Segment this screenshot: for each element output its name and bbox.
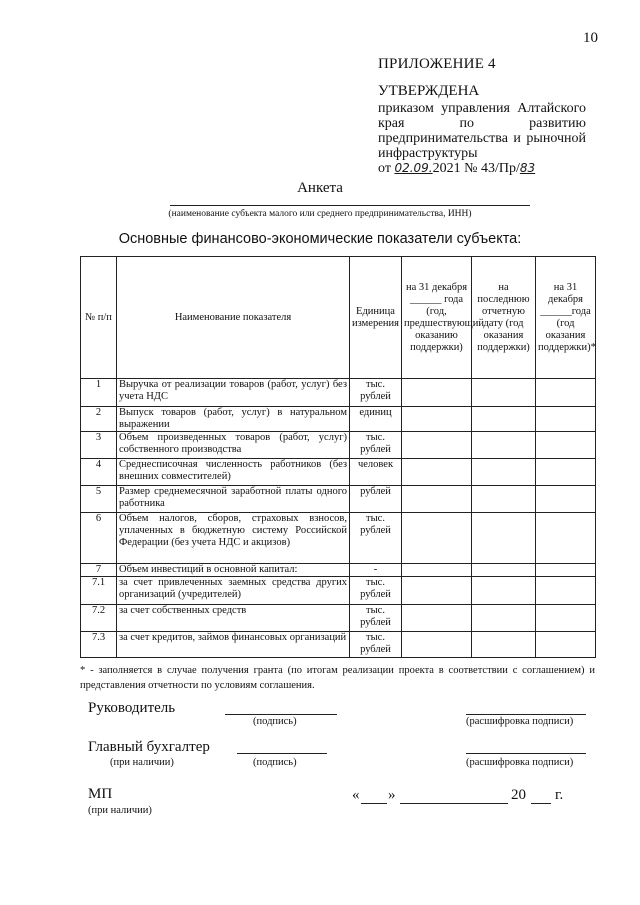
row-num: 3: [81, 432, 117, 459]
table-row: [81, 486, 596, 513]
row-unit: тыс. рублей: [350, 432, 402, 459]
value-cell[interactable]: [536, 379, 596, 407]
table-row: [81, 379, 596, 407]
value-cell[interactable]: [472, 459, 536, 486]
row-unit: тыс. рублей: [350, 577, 402, 605]
row-num: 7.1: [81, 577, 117, 605]
value-cell[interactable]: [536, 632, 596, 658]
value-cell[interactable]: [536, 513, 596, 564]
date-day-line[interactable]: [361, 803, 387, 805]
header-name: Наименование показателя: [117, 257, 350, 379]
date-month-line[interactable]: [400, 803, 508, 805]
row-num: 7.3: [81, 632, 117, 658]
row-num: 7.2: [81, 605, 117, 632]
value-cell[interactable]: [472, 513, 536, 564]
seal-label: МП: [88, 786, 113, 802]
value-cell[interactable]: [472, 577, 536, 605]
row-name: Объем произведенных товаров (работ, услуг) собственного производства: [117, 432, 350, 459]
date-open-quote: «: [352, 787, 360, 803]
value-cell[interactable]: [536, 577, 596, 605]
date-year-line[interactable]: [531, 803, 551, 805]
value-cell[interactable]: [402, 577, 472, 605]
value-cell[interactable]: [536, 432, 596, 459]
row-name: Размер среднемесячной заработной платы одного работника: [117, 486, 350, 513]
accountant-decoding-line[interactable]: [466, 753, 586, 755]
subject-caption: (наименование субъекта малого или среднего предпринимательства, ИНН): [168, 209, 472, 219]
row-name: за счет кредитов, займов финансовых организаций: [117, 632, 350, 658]
approval-block: [378, 56, 586, 176]
date-close-quote: »: [388, 787, 396, 803]
accountant-signature-line[interactable]: [237, 753, 327, 755]
handwritten-date: 02.09.: [394, 161, 433, 175]
value-cell[interactable]: [536, 605, 596, 632]
row-num: 7: [81, 564, 117, 577]
row-unit: тыс. рублей: [350, 632, 402, 658]
row-unit: тыс. рублей: [350, 513, 402, 564]
table-row: [81, 605, 596, 632]
header-num: № п/п: [81, 257, 117, 379]
head-signature-caption: (подпись): [253, 716, 297, 727]
value-cell[interactable]: [402, 486, 472, 513]
row-name: Объем инвестиций в основной капитал:: [117, 564, 350, 577]
value-cell[interactable]: [472, 486, 536, 513]
value-cell[interactable]: [472, 564, 536, 577]
value-cell[interactable]: [402, 407, 472, 432]
table-row: [81, 407, 596, 432]
header-unit: Единица измерения: [350, 257, 402, 379]
date-prefix: от: [378, 161, 391, 176]
row-unit: тыс. рублей: [350, 379, 402, 407]
value-cell[interactable]: [402, 564, 472, 577]
table-row: [81, 513, 596, 564]
value-cell[interactable]: [536, 564, 596, 577]
value-cell[interactable]: [536, 486, 596, 513]
table-row: [81, 577, 596, 605]
row-unit: человек: [350, 459, 402, 486]
row-unit: единиц: [350, 407, 402, 432]
indicators-table: [80, 256, 596, 658]
row-name: за счет собственных средств: [117, 605, 350, 632]
accountant-label: Главный бухгалтер: [88, 739, 210, 755]
row-unit: тыс. рублей: [350, 605, 402, 632]
value-cell[interactable]: [472, 632, 536, 658]
row-num: 1: [81, 379, 117, 407]
date-year-suffix: г.: [555, 787, 564, 803]
row-name: Выручка от реализации товаров (работ, услуг) без учета НДС: [117, 379, 350, 407]
order-number-prefix: № 43/Пр/: [460, 161, 520, 176]
table-row: [81, 632, 596, 658]
header-support-year: на 31 декабря ______года (год оказания поддержки)*: [536, 257, 596, 379]
value-cell[interactable]: [402, 513, 472, 564]
value-cell[interactable]: [402, 605, 472, 632]
seal-if-any: (при наличии): [88, 805, 152, 816]
date-year-prefix: 20: [511, 787, 526, 803]
value-cell[interactable]: [402, 632, 472, 658]
row-num: 2: [81, 407, 117, 432]
row-name: Среднесписочная численность работников (без внешних совместителей): [117, 459, 350, 486]
footnote: * - заполняется в случае получения гранта (по итогам реализации проекта в соответствии с соглашением) и представления отчетности по условиям соглашения.: [80, 665, 595, 691]
header-last-report: на последнюю отчетную дату (год оказания поддержки): [472, 257, 536, 379]
form-title: Анкета: [297, 180, 343, 196]
table-row: [81, 432, 596, 459]
row-unit: -: [350, 564, 402, 577]
accountant-signature-caption: (подпись): [253, 757, 297, 768]
row-unit: рублей: [350, 486, 402, 513]
value-cell[interactable]: [472, 407, 536, 432]
table-row: [81, 564, 596, 577]
approved-title: УТВЕРЖДЕНА: [378, 83, 480, 99]
row-name: за счет привлеченных заемных средства других организаций (учредителей): [117, 577, 350, 605]
row-num: 5: [81, 486, 117, 513]
order-date-line: [378, 161, 586, 176]
section-title: Основные финансово-экономические показатели субъекта:: [118, 231, 522, 247]
value-cell[interactable]: [402, 379, 472, 407]
order-year: 2021: [432, 161, 461, 176]
table-row: [81, 459, 596, 486]
value-cell[interactable]: [402, 459, 472, 486]
head-decoding-caption: (расшифровка подписи): [466, 716, 574, 727]
row-name: Объем налогов, сборов, страховых взносов, уплаченных в бюджетную систему Российской Федерации (без учета НДС и акцизов): [117, 513, 350, 564]
header-prev-year: на 31 декабря ______ года (год, предшествующий оказанию поддержки): [402, 257, 472, 379]
accountant-if-any: (при наличии): [110, 757, 174, 768]
value-cell[interactable]: [472, 605, 536, 632]
appendix-title: ПРИЛОЖЕНИЕ 4: [378, 56, 496, 72]
subject-name-line[interactable]: [170, 205, 530, 207]
head-label: Руководитель: [88, 700, 176, 716]
row-name: Выпуск товаров (работ, услуг) в натуральном выражении: [117, 407, 350, 432]
value-cell[interactable]: [536, 407, 596, 432]
handwritten-order-number: 83: [519, 161, 536, 175]
page-number: 10: [583, 30, 598, 46]
value-cell[interactable]: [472, 379, 536, 407]
row-num: 6: [81, 513, 117, 564]
row-num: 4: [81, 459, 117, 486]
value-cell[interactable]: [402, 432, 472, 459]
value-cell[interactable]: [536, 459, 596, 486]
value-cell[interactable]: [472, 432, 536, 459]
accountant-decoding-caption: (расшифровка подписи): [466, 757, 574, 768]
order-text: приказом управления Алтайского края по развитию предпринимательства и рыночной инфраструктуры: [378, 101, 586, 161]
table-header-row: [81, 257, 596, 379]
